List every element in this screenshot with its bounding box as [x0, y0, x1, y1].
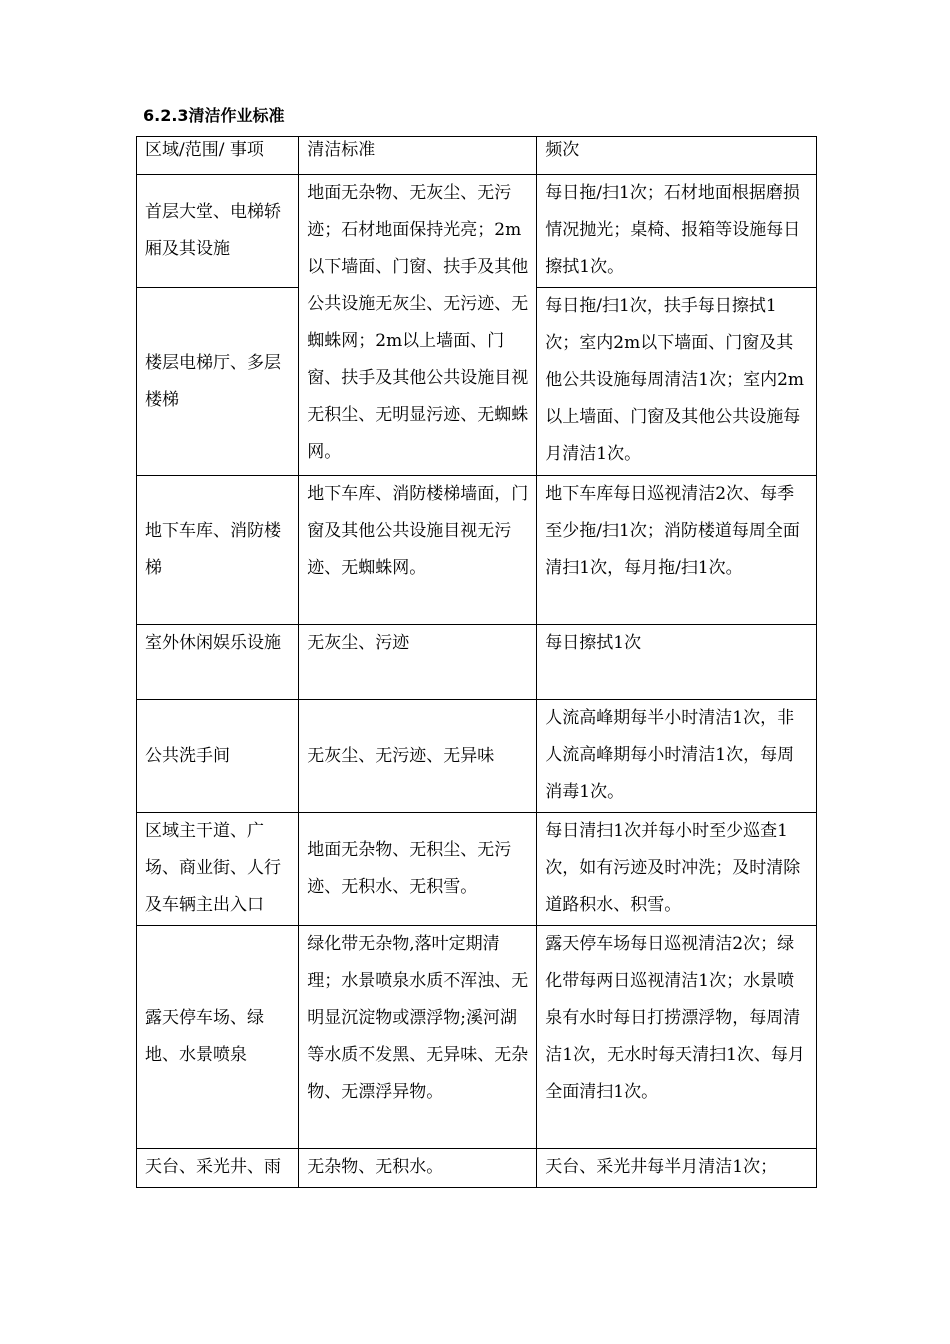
row-area-text: 露天停车场、绿地、水景喷泉 — [145, 1008, 264, 1065]
row-frequency-text: 每日清扫1次并每小时至少巡查1次，如有污迹及时冲洗；及时清除道路积水、积雪。 — [545, 821, 801, 915]
row-standard-text: 地面无杂物、无灰尘、无污迹；石材地面保持光亮；2m以下墙面、门窗、扶手及其他公共设施无灰尘、无污迹、无蜘蛛网；2m以上墙面、门窗、扶手及其他公共设施目视无积尘、无明显污迹、无蜘蛛网。 — [307, 183, 529, 462]
row-standard — [299, 175, 537, 476]
row-area-text: 区域主干道、广场、商业街、人行及车辆主出入口 — [145, 821, 281, 915]
row-frequency-text: 天台、采光井每半月清洁1次； — [545, 1157, 778, 1177]
header-area: 区域/范围/ 事项 — [137, 137, 299, 175]
row-standard — [299, 1149, 537, 1188]
row-area-text: 楼层电梯厅、多层楼梯 — [145, 352, 281, 410]
row-area — [137, 175, 299, 288]
row-frequency-text: 每日拖/扫1次；石材地面根据磨损情况抛光；桌椅、报箱等设施每日擦拭1次。 — [545, 183, 801, 277]
row-frequency — [537, 700, 817, 813]
row-standard — [299, 700, 537, 813]
row-frequency-text: 露天停车场每日巡视清洁2次；绿化带每两日巡视清洁1次；水景喷泉有水时每日打捞漂浮物，每周清洁1次，无水时每天清扫1次、每月全面清扫1次。 — [545, 934, 805, 1102]
row-frequency — [537, 476, 817, 625]
row-area-text: 首层大堂、电梯轿厢及其设施 — [145, 202, 281, 259]
row-area — [137, 700, 299, 813]
row-area-text: 地下车库、消防楼梯 — [145, 521, 281, 578]
row-area — [137, 813, 299, 926]
row-standard — [299, 476, 537, 625]
row-frequency — [537, 288, 817, 476]
row-area — [137, 625, 299, 700]
cleaning-standards-table — [136, 136, 817, 1188]
row-area — [137, 1149, 299, 1188]
row-frequency-text: 人流高峰期每半小时清洁1次，非人流高峰期每小时清洁1次，每周消毒1次。 — [545, 708, 795, 802]
row-standard-text: 无灰尘、污迹 — [307, 633, 410, 653]
row-frequency — [537, 813, 817, 926]
table-row — [137, 1149, 817, 1188]
row-standard-text: 地面无杂物、无积尘、无污迹、无积水、无积雪。 — [307, 840, 512, 897]
row-frequency-text: 每日擦拭1次 — [545, 633, 642, 653]
row-frequency — [537, 175, 817, 288]
row-frequency-text: 地下车库每日巡视清洁2次、每季至少拖/扫1次；消防楼道每周全面清扫1次，每月拖/扫1次。 — [545, 484, 800, 578]
row-standard — [299, 926, 537, 1149]
row-frequency — [537, 926, 817, 1149]
row-frequency-text: 每日拖/扫1次，扶手每日擦拭1次；室内2m以下墙面、门窗及其他公共设施每周清洁1次；室内2m以上墙面、门窗及其他公共设施每月清洁1次。 — [545, 296, 805, 464]
row-area-text: 公共洗手间 — [145, 745, 230, 766]
table-row — [137, 813, 817, 926]
row-area — [137, 926, 299, 1149]
row-standard-text: 绿化带无杂物,落叶定期清理；水景喷泉水质不浑浊、无明显沉淀物或漂浮物;溪河湖等水质不发黑、无异味、无杂物、无漂浮异物。 — [307, 934, 529, 1102]
table-row — [137, 700, 817, 813]
row-standard-text: 无杂物、无积水。 — [307, 1157, 444, 1177]
row-area-text: 天台、采光井、雨 — [145, 1157, 281, 1177]
row-standard — [299, 813, 537, 926]
table-row — [137, 476, 817, 625]
row-standard-text: 无灰尘、无污迹、无异味 — [307, 745, 495, 766]
row-standard — [299, 625, 537, 700]
header-standard: 清洁标准 — [299, 137, 537, 175]
row-standard-text: 地下车库、消防楼梯墙面，门窗及其他公共设施目视无污迹、无蜘蛛网。 — [307, 484, 529, 578]
header-frequency: 频次 — [537, 137, 817, 175]
table-header-row — [137, 137, 817, 175]
row-area — [137, 288, 299, 476]
table-row — [137, 926, 817, 1149]
row-area — [137, 476, 299, 625]
row-frequency — [537, 1149, 817, 1188]
section-title: 6.2.3清洁作业标准 — [143, 106, 285, 125]
row-frequency — [537, 625, 817, 700]
table-row — [137, 175, 817, 288]
row-area-text: 室外休闲娱乐设施 — [145, 633, 281, 653]
table-row — [137, 625, 817, 700]
